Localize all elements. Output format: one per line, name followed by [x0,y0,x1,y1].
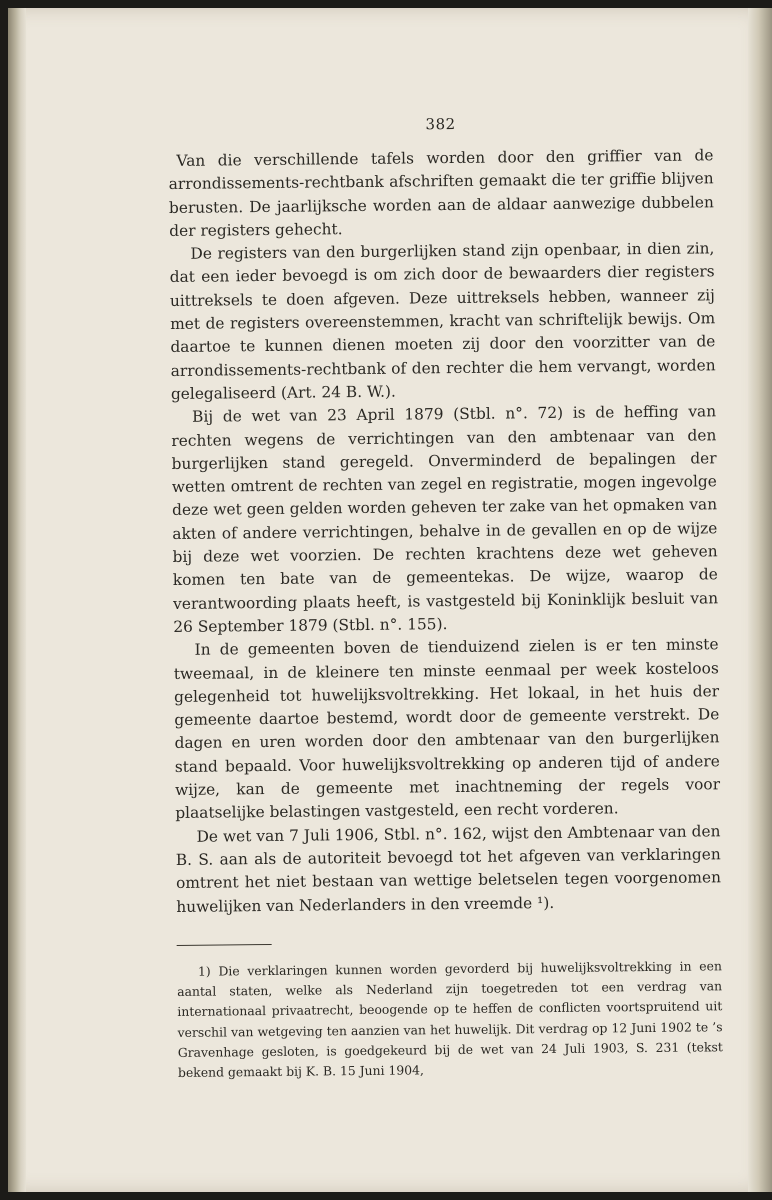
page-content [168,112,723,1083]
footnote-separator [177,944,272,946]
footnote-text: 1) Die verklaringen kunnen worden gevorderd bij huwelijksvoltrekking in een aantal staten, welke als Nederland zijn toegetreden tot een verdrag van internationaal privaatrecht, beoogende op te heffen de conflicten voortspruitend uit verschil van wetgeving ten aanzien van het huwelijk. Dit verdrag op 12 Juni 1902 te ’s Gravenhage gesloten, is goedgekeurd bij de wet van 24 Juli 1903, S. 231 (tekst bekend gemaakt bij K. B. 15 Juni 1904, [177,958,723,1081]
body-text [168,144,721,918]
book-binding-edge [8,8,26,1192]
paragraph: Van die verschillende tafels worden door den griffier van de arrondissements-rechtbank afschriften gemaakt die ter griffie blijven berusten. De jaarlijksche worden aan de aldaar aanwezige dubbelen der registers gehecht. [168,146,715,240]
paragraph: Bij de wet van 23 April 1879 (Stbl. n°. 72) is de heffing van rechten wegens de verrichtingen van den ambtenaar van den burgerlijken stand geregeld. Onverminderd de bepalingen der wetten omtrent de rechten van zegel en registratie, mogen ingevolge deze wet geen gelden worden geheven ter zake van het opmaken van akten of andere verrichtingen, behalve in de gevallen en op de wijze bij deze wet voorzien. De rechten krachtens deze wet geheven komen ten bate van de gemeentekas. De wijze, waarop de verantwoording plaats heeft, is vastgesteld bij Koninklijk besluit van 26 September 1879 (Stbl. n°. 155). [171,402,719,636]
page-right-edge [748,8,772,1192]
footnote [177,956,723,1083]
page-number: 382 [425,114,456,134]
paragraph: De registers van den burgerlijken stand zijn openbaar, in dien zin, dat een ieder bevoegd is om zich door de bewaarders dier registers uittreksels te doen afgeven. Deze uittreksels hebben, wanneer zij met de registers overeenstemmen, kracht van schriftelijk bewijs. Om daartoe te kunnen dienen moeten zij door den voorzitter van de arrondissements-rechtbank of den rechter die hem vervangt, worden gelegaliseerd (Art. 24 B. W.). [169,239,716,403]
paragraph: De wet van 7 Juli 1906, Stbl. n°. 162, wijst den Ambtenaar van den B. S. aan als de autoriteit bevoegd tot het afgeven van verklaringen omtrent het niet bestaan van wettige beletselen tegen voorgenomen huwelijken van Nederlanders in den vreemde ¹). [175,821,722,916]
paragraph: In de gemeenten boven de tienduizend zielen is er ten minste tweemaal, in de kleinere ten minste eenmaal per week kosteloos gelegenheid tot huwelijksvoltrekking. Het lokaal, in het huis der gemeente daartoe bestemd, wordt door de gemeente verstrekt. De dagen en uren worden door den ambtenaar van den burgerlijken stand bepaald. Voor huwelijksvoltrekking op anderen tijd of andere wijze, kan de gemeente met inachtneming der regels voor plaatselijke belastingen vastgesteld, een recht vorderen. [173,635,721,823]
